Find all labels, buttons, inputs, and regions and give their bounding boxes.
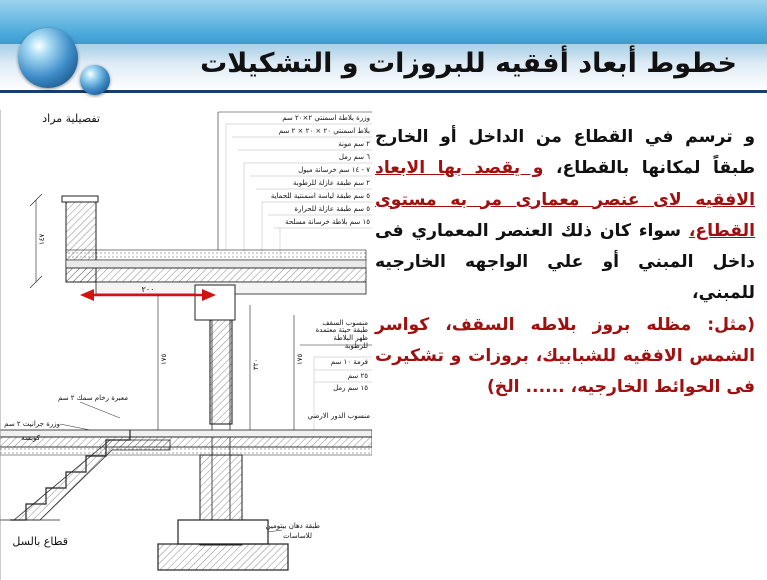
decorative-orb-small	[80, 65, 110, 95]
architectural-section-drawing	[0, 100, 372, 580]
decorative-orb-large	[18, 28, 78, 88]
granite-note: وزرة جرانيت ٢ سم	[4, 420, 60, 428]
ceiling-level-note: منسوب السقف	[322, 319, 368, 327]
slide-header	[0, 0, 767, 98]
dimension-label: ٢٠٠	[141, 285, 155, 294]
dimension-label: ١٧٥	[160, 353, 168, 365]
slide-body-text	[375, 122, 755, 404]
dimension-label: ١٧٥	[296, 353, 304, 365]
foundation-note: طبقة دهان بيتومين	[265, 522, 320, 530]
foundation-note: للاساسات	[283, 532, 312, 540]
dimension-label: ٣٢٠	[252, 358, 260, 370]
roof-layer-note: ٢ سم طبقة عازلة للرطوبة	[293, 179, 370, 187]
slide-title: خطوط أبعاد أفقيه للبروزات و التشكيلات	[200, 48, 737, 79]
floor-layer-note: للرطوبة	[344, 342, 368, 350]
roof-layer-note: ٦ سم رمل	[338, 153, 370, 161]
roof-layer-note: ٥ سم طبقة عازلة للحرارة	[294, 205, 370, 213]
highlighted-definition: و يقصد بها الابعاد الافقيه لاى عنصر معمارى مر به مستوى القطاع،	[375, 158, 756, 241]
header-divider-gap	[0, 93, 767, 98]
roof-layer-note: بلاط اسمنتي ٢٠ × ٢٠ × ٢ سم	[278, 127, 370, 135]
drawing-label-section: قطاع بالسل	[12, 535, 68, 548]
roof-layer-note: ٥ سم طبقة لياسة اسمنتية للحماية	[270, 192, 370, 200]
roof-layer-note: ٧ - ١٤ سم خرسانة ميول	[298, 166, 370, 174]
paragraph-examples: (مثل: مظله بروز بلاطه السقف، كواسر الشمس الافقيه للشبابيك، بروزات و تشكيرت فى الحوائط الخارجيه، ...... الخ)	[375, 314, 755, 398]
kawasra-note: كوبسة	[21, 434, 40, 442]
floor-layer-note: ٢٥ سم	[347, 372, 368, 380]
paragraph-rest: سواء كان ذلك العنصر المعماري فى داخل المبني أو علي الواجهه الخارجيه للمبني،	[375, 220, 755, 304]
ground-floor-slab	[0, 430, 372, 455]
floor-layer-note: ١٥ سم رمل	[333, 384, 368, 392]
roof-layer-note: ٢ سم مونة	[338, 140, 370, 148]
roof-layer-note: ١٥ سم بلاطة خرسانة مسلحة	[285, 218, 370, 226]
floor-layer-note: فرمة ١٠ سم	[330, 358, 368, 366]
paragraph-definition	[375, 122, 755, 310]
ground-floor-note: منسوب الدور الارضي	[307, 412, 370, 420]
drawing-label-detail: تفصيلية مراد	[42, 112, 100, 125]
roof-layer-note: وزرة بلاطة اسمنتي ٢×٢٠ سم	[282, 114, 370, 122]
step-note: معبرة رخام سمك ٢ سم	[58, 394, 128, 402]
dimension-label: ١٤٧	[38, 233, 46, 245]
slab-top-note: ظهر البلاطة	[333, 334, 368, 342]
paragraph-intro: و ترسم في القطاع من الداخل أو الخارج طبقاً لمكانها بالقطاع،	[375, 127, 756, 179]
floor-layer-note: طبقة حيتة معتمدة	[315, 326, 368, 334]
